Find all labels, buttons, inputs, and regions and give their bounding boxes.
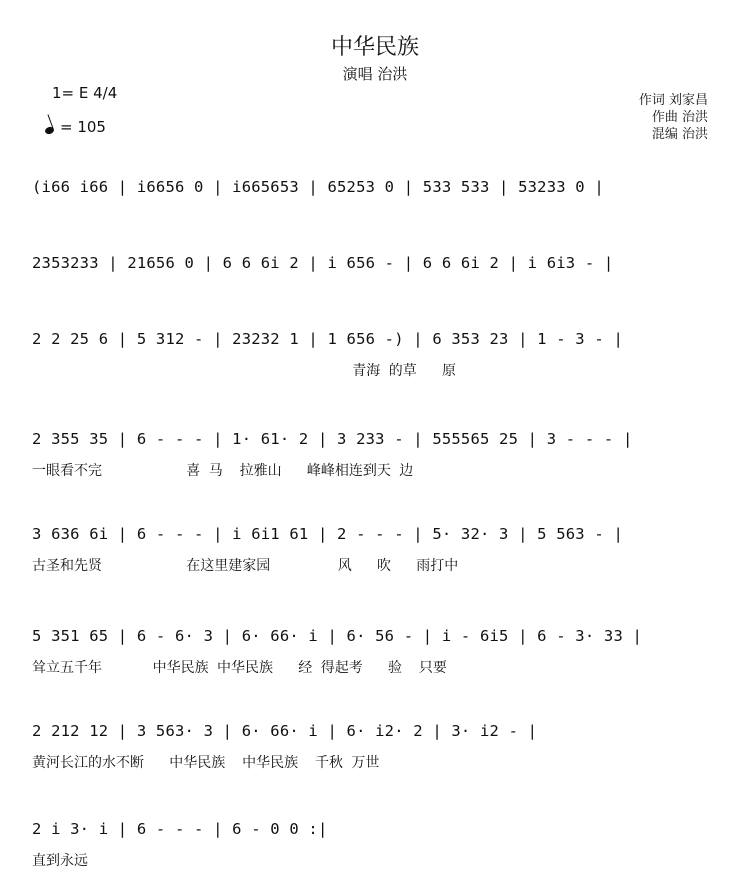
subtitle-singer: 演唱 治洪 — [342, 65, 408, 83]
score-lyrics: 古圣和先贤 在这里建家园 风 吹 雨打中 — [32, 558, 459, 574]
quarter-note-icon — [44, 126, 55, 136]
credits — [600, 92, 708, 143]
score-line-7 — [32, 722, 710, 792]
tempo-mark — [45, 118, 106, 136]
score-line-8 — [32, 820, 710, 890]
score-line-6 — [32, 627, 710, 697]
score-line-1 — [32, 178, 710, 248]
score-line-5 — [32, 525, 710, 595]
credit-composer: 作曲 治洪 — [651, 110, 708, 125]
score-notes: (i66 i66 | i6656 0 | i665653 | 65253 0 | 533 533 | 53233 0 | — [32, 178, 604, 196]
score-notes: 2353233 | 21656 0 | 6 6 6i 2 | i 656 - | 6 6 6i 2 | i 6i3 - | — [32, 254, 614, 272]
score-notes: 2 2 25 6 | 5 312 - | 23232 1 | 1 656 -) | 6 353 23 | 1 - 3 - | — [32, 330, 623, 348]
score-line-3 — [32, 330, 710, 400]
score-notes: 5 351 65 | 6 - 6· 3 | 6· 66· i | 6· 56 - | i - 6i5 | 6 - 3· 33 | — [32, 627, 643, 645]
score-lyrics: 青海 的草 原 — [32, 363, 457, 379]
score-notes: 2 355 35 | 6 - - - | 1· 61· 2 | 3 233 - | 555565 25 | 3 - - - | — [32, 430, 633, 448]
score-lyrics: 黄河长江的水不断 中华民族 中华民族 千秋 万世 — [32, 755, 380, 771]
credit-arranger: 混编 治洪 — [651, 127, 708, 142]
score-lyrics: 一眼看不完 喜 马 拉雅山 峰峰相连到天 边 — [32, 463, 414, 479]
score-notes: 2 i 3· i | 6 - - - | 6 - 0 0 :| — [32, 820, 328, 838]
score-notes: 3 636 6i | 6 - - - | i 6i1 61 | 2 - - - | 5· 32· 3 | 5 563 - | — [32, 525, 623, 543]
key-signature: 1= E 4/4 — [52, 84, 118, 102]
score-line-4 — [32, 430, 710, 500]
score-lyrics: 耸立五千年 中华民族 中华民族 经 得起考 验 只要 — [32, 660, 447, 676]
page-title: 中华民族 — [330, 35, 419, 60]
credit-lyricist: 作词 刘家昌 — [638, 93, 708, 108]
score-notes: 2 212 12 | 3 563· 3 | 6· 66· i | 6· i2· 2 | 3· i2 - | — [32, 722, 538, 740]
score-line-2 — [32, 254, 710, 324]
score-lyrics: 直到永远 — [32, 853, 88, 869]
tempo-value: = 105 — [60, 118, 106, 136]
